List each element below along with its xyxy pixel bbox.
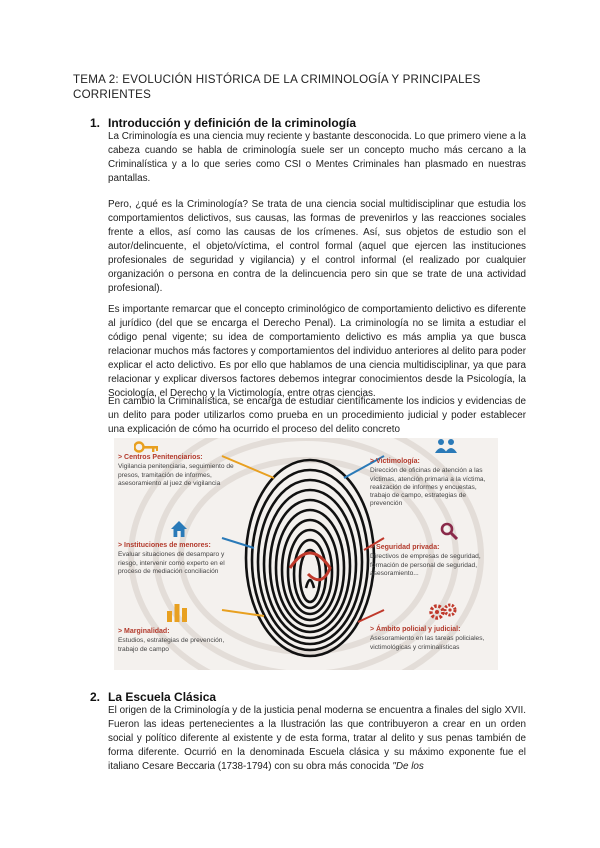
key-icon (134, 440, 160, 454)
people-icon (434, 438, 458, 454)
house-icon (170, 520, 188, 538)
criminology-infographic (114, 438, 498, 670)
info-box-instituciones-menores (118, 542, 242, 576)
info-box-text: Evaluar situaciones de desamparo y riesgo, intervenir como experto en el proceso de mediación conciliación (118, 551, 225, 575)
paragraph-escuela-clasica (108, 704, 526, 774)
info-box-text: Directivos de empresas de seguridad, formación de personal de seguridad, asesoramiento... (370, 553, 481, 577)
info-box-centros-penitenciarios (118, 454, 240, 488)
info-box-text: Dirección de oficinas de atención a las víctimas, atención primaria a la víctima, realización de informes y encuestas, trabajo de campo, estrategias de prevención (370, 467, 486, 508)
info-box-marginalidad (118, 628, 242, 654)
info-box-text: Vigilancia penitenciaria, seguimiento de presos, tramitación de informes, asesoramiento al juez de vigilancia (118, 463, 234, 487)
info-box-title: > Instituciones de menores: (118, 542, 211, 549)
section-1-title: Introducción y definición de la criminología (108, 116, 357, 130)
info-box-ambito-policial (370, 626, 494, 652)
bar-chart-icon (166, 602, 188, 622)
magnifier-icon (440, 522, 458, 540)
info-box-seguridad-privada (370, 544, 494, 578)
section-1-number: 1. (90, 116, 101, 130)
paragraph-definition: Pero, ¿qué es la Criminología? Se trata de una ciencia social multidisciplinar que estudia los comportamientos delictivos, sus causas, las formas de prevenirlos y las reacciones sociales frente a ellos, así como las causas de los crímenes. Así, sus objetos de estudio son el autor/delincuente, el objeto/víctima, el control formal (aquel que ejercen las instituciones profesionales de seguridad y vigilancia) y el control informal (el realizado por cualquier organización o persona en contra de la delincuencia pero sin que se trate de una actividad profesional). (108, 199, 526, 294)
info-box-title: > Ámbito policial y judicial: (370, 626, 461, 633)
info-box-victimologia (370, 458, 494, 509)
section-2-heading (90, 690, 216, 704)
info-box-title: > Centros Penitenciarios: (118, 454, 203, 461)
section-2-title: La Escuela Clásica (108, 690, 217, 704)
section-1-heading (90, 116, 356, 130)
paragraph-escuela-clasica-text: El origen de la Criminología y de la justicia penal moderna se encuentra a finales del siglo XVII. Fueron las ideas pertenecientes a la Ilustración las que contribuyeron a crear en un orden social y político diferente al existente y de esta forma, tratar al delito y sus penas también de forma diferente. Ocurrió en la denominada Escuela clásica y su máximo exponente fue el italiano Cesare Beccaria (1738-1794) con su obra más conocida (108, 705, 526, 772)
info-box-text: Estudios, estrategias de prevención, trabajo de campo (118, 637, 225, 653)
paragraph-intro: La Criminología es una ciencia muy reciente y bastante desconocida. Lo que primero viene a la cabeza cuando se habla de criminología suele ser un concepto mucho más cercano a la Criminalística y a lo que series como CSI o Mentes Criminales han plasmado en nuestras pantallas. (108, 131, 526, 184)
section-2-number: 2. (90, 690, 101, 704)
info-box-title: > Victimología: (370, 458, 420, 465)
paragraph-criminalistica: En cambio la Criminalística, se encarga de estudiar científicamente los indicios y evidencias de un delito para poder utilizarlos como prueba en un procedimiento judicial y poder establecer una explicación de cómo ha ocurrido el proceso del delito concreto (108, 396, 526, 435)
gears-icon (428, 602, 458, 622)
page-title: TEMA 2: EVOLUCIÓN HISTÓRICA DE LA CRIMINOLOGÍA Y PRINCIPALES CORRIENTES (73, 73, 481, 101)
book-title-fragment: "De los (392, 761, 424, 772)
info-box-text: Asesoramiento en las tareas policiales, victimológicas y criminalísticas (370, 635, 485, 651)
info-box-title: > Seguridad privada: (370, 544, 440, 551)
info-box-title: > Marginalidad: (118, 628, 170, 635)
paragraph-comportamiento: Es importante remarcar que el concepto criminológico de comportamiento delictivo es diferente al jurídico (del que se encarga el Derecho Penal). La criminología no se limita a estudiar el código penal vigente; su idea de comportamiento delictivo es más amplia ya que busca relacionar muchos más factores y comportamientos del individuo anteriores al delito para poder explicar el acto delictivo. Es por ello que hablamos de una ciencia multidisciplinar, ya que para relacionar y explicar diversos factores debemos integrar conocimientos desde la Psicología, la Sociología, el Derecho y la Victimología, entre otras ciencias. (108, 304, 526, 399)
